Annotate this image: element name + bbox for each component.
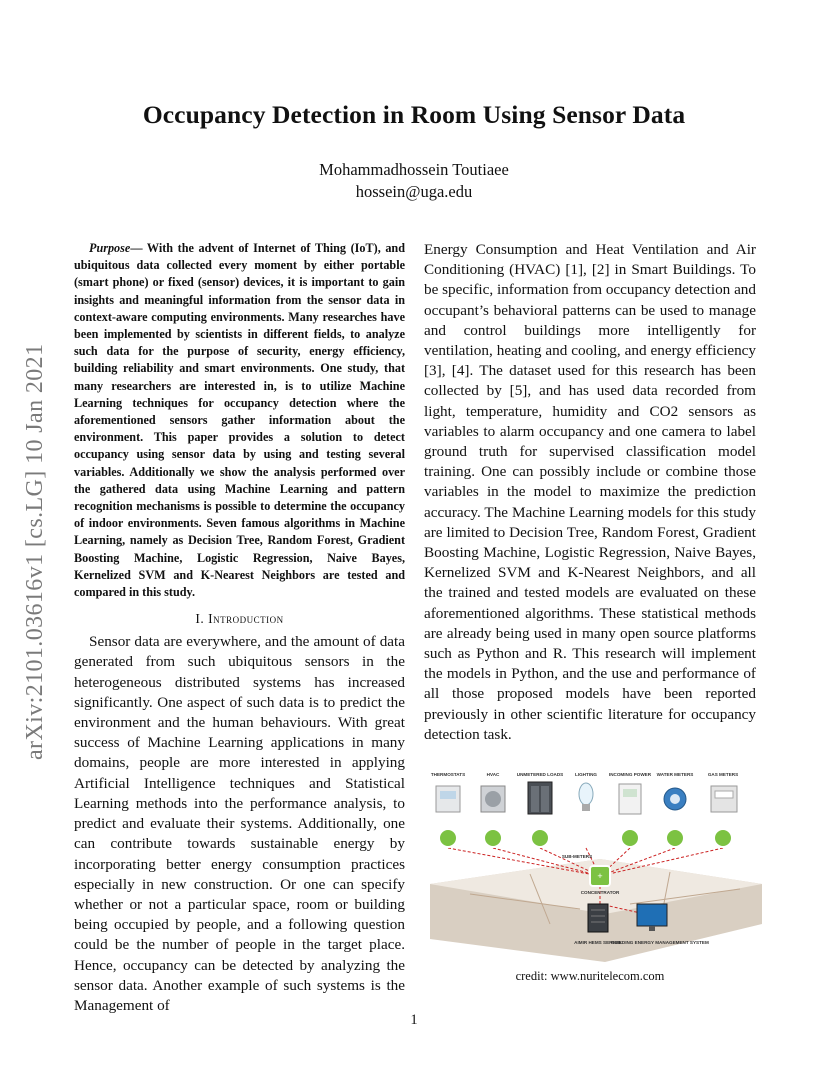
abstract [74,240,405,601]
author-name: Mohammadhossein Toutiaee [319,160,509,179]
figure-label-lighting: LIGHTING [575,772,597,777]
figure-label-thermostats: THERMOSTATS [430,772,466,777]
figure-label-sub-meters: SUB-METERS [561,854,593,859]
gas-meter-icon [711,786,737,812]
intro-paragraph-right: Energy Consumption and Heat Ventilation and Air Conditioning (HVAC) [1], [2] in Smart Buildings. To be specific, information from occupancy detection and occupant’s behavioral patterns can be used to manage and control buildings more intelligently for ventilation, heating and cooling, and energy efficiency [3], [4]. The dataset used for this research has been collected by [5], and has used data recorded from light, temperature, humidity and CO2 sensors as variables to alarm occupancy and one camera to label ground truth for supervised classification model training. One can possibly include or combine those variables in the model to maximize the prediction accuracy. The Machine Learning models for this study are limited to Decision Tree, Random Forest, Gradient Boosting Machine, Logistic Regression, Naive Bayes, Kernelized SVM and K-Nearest Neighbors, and all the trained and tested models are evaluated on these aforementioned algorithms. These statistical methods are already being used in many open source platforms such as Python and R. This research will implement the models in Python, and the use and performance of all those proposed models have been reported previously in other scientific literature for occupancy detection task. [424,241,756,743]
server-icon [588,904,608,932]
abstract-text: — With the advent of Internet of Thing (IoT), and ubiquitous data collected every moment by either portable (smart phone) or fixed (sensor) devices, it is important to gain insights and meaningful information from the sensor data in context-aware computing environments. Many researches have been implemented by scientists in different fields, to analyze such data for the purpose of security, energy efficiency, building reliability and smart environments. One study, that many researchers are interested in, is to utilize Machine Learning techniques for occupancy detection where the aforementioned sensors gather information about the environment. This paper provides a solution to detect occupancy using sensor data by using and testing several variables. Additionally we show the analysis performed over the gathered data using Machine Learning and pattern recognition mechanisms is possible to determine the occupancy of indoor environments. Seven famous algorithms in Machine Learning, namely as Decision Tree, Random Forest, Gradient Boosting Machine, Logistic Regression, Naive Bayes, Kernelized SVM and K-Nearest Neighbors are tested and compared in this study. [74,241,405,600]
arxiv-identifier: arXiv:2101.03616v1 [cs.LG] 10 Jan 2021 [22,343,48,760]
figure-label-water-meters: WATER METERS [656,772,694,777]
lighting-icon [579,783,593,805]
left-column [74,240,405,1016]
sensor-nodes [439,829,732,847]
intro-paragraph-left: Sensor data are everywhere, and the amount of data generated from such ubiquitous sensors in the heterogeneous distributed systems has increased significantly. One aspect of such data is to predict the environment and the human behaviours. With great success of Machine Learning applications in many domains, people are more interested in applying Artificial Intelligence techniques and Statistical Learning methods into the performance analysis, to predict and evaluate their systems. Additionally, one can contribute towards sustainable energy by incorporating better energy consumption practices especially in new construction. Or one can specify whether or not a particular space, room or building being occupied by people, and a following question could be the number of people in the target place. Hence, occupancy can be detected by analyzing the sensor data. Another example of such systems is the Management of [74,633,405,1014]
figure-label-bems: BUILDING ENERGY MANAGEMENT SYSTEM [611,940,709,945]
section-title: Introduction [208,611,284,627]
figure-label-concentrator: CONCENTRATOR [580,890,620,895]
abstract-label: Purpose [89,241,131,255]
figure-label-gas-meters: GAS METERS [707,772,739,777]
incoming-power-icon [619,784,641,814]
author-email: hossein@uga.edu [355,182,473,201]
figure-label-unmetered-loads: UNMETERED LOADS [516,772,564,777]
figure-illustration [430,764,762,962]
figure-label-incoming-power: INCOMING POWER [608,772,652,777]
paper-title: Occupancy Detection in Room Using Sensor Data [142,100,686,129]
section-number: I. [195,611,209,627]
figure-label-server: AIMIR HEMS SERVER [574,940,622,945]
right-column [424,240,756,745]
bems-monitor-icon [637,904,667,926]
page-number: 1 [410,1012,418,1028]
svg-text:+: + [597,871,603,881]
figure-label-hvac: HVAC [486,772,500,777]
figure-caption: credit: www.nuritelecom.com [515,969,665,983]
section-heading [74,611,405,627]
building-sensor-figure [430,764,762,962]
